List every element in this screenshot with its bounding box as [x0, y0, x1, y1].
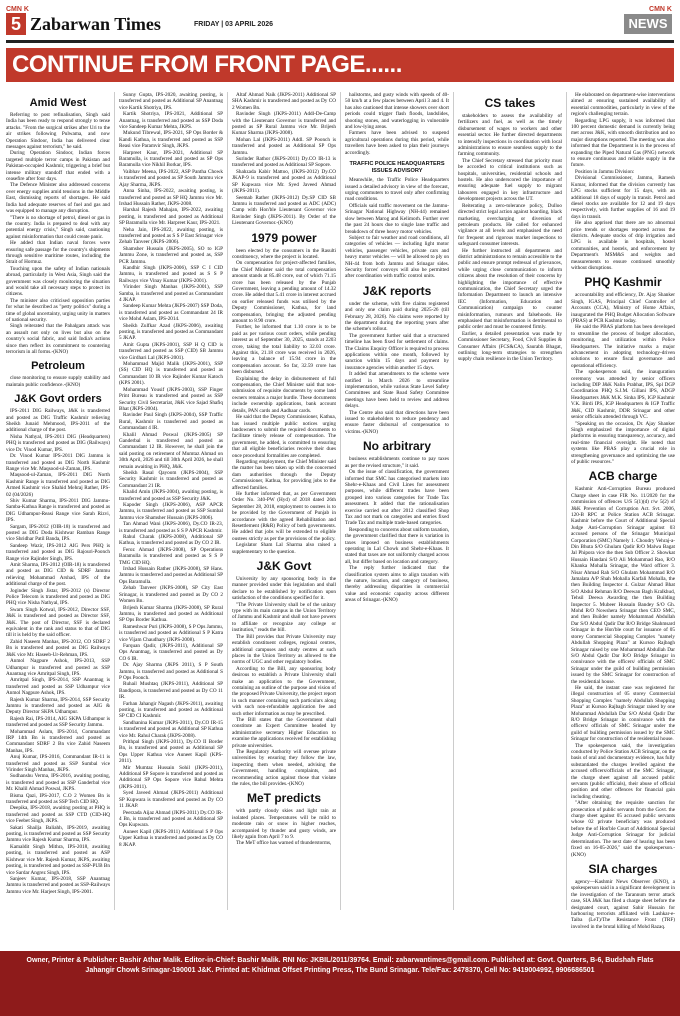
paragraph: "The Private University shall be of the unitary type with its main campus in the Union Territory of Jammu and Kashmir and shall not have powers to affiliate or recognize any college or institution," reads the bill. [232, 601, 336, 634]
paragraph: Zehab Tanveer (JKPS-2008), SP City East Srinagar, is transferred and posted as Dy CO 2 Women Bn. [119, 585, 223, 605]
paragraph: He further instructed all departments and district administrations to remain accessible to the public and ensure prompt redressal of grievances, while urging close communication to inform citizens about the resolution of their concerns by highlighting the importance of effective communication, the Chief Secretary urged the Information Department to launch an intensive IEC (Information, Education and Communication) campaign to counter misinformation, rumours and falsehoods. He emphasised that misinformation is detrimental to public order and must be countered firmly. [458, 247, 563, 331]
paragraph: Tan Ahmad Wani (JKPS-2006), Dy.CO IR-23, is transferred and posted as S S P APCR Kashmir. [119, 521, 223, 534]
paragraph: Legislator Sham Lal Sharma also raised a supplementary to the question. [232, 542, 336, 555]
paragraph: Khalid Amin (JKPS-2004), awaiting posting, is transferred and posted as SSP Security J&K. [119, 489, 223, 502]
column-divider [566, 92, 567, 910]
paragraph: Sheikh Rasal Qayoom (JKPS-2004), SSP Security Kashmir is transferred and posted as Commandant 21 IR. [119, 469, 223, 489]
paragraph: "There is no shortage of petrol, diesel or gas in the country. India is prepared to deal with any potential energy crisis," Singh said, cautioning against misinformation that could create panic. [6, 214, 110, 240]
paragraph: He further informed that, as per Government Order No. 340-PW (Hyd) of 2018 dated 26th September 28, 2018, employment to oustees is to be provided by the Government of Punjab in accordance with the agreed Rehabilitation and Resettlement (R&R) Policy of both governments. He added that jobs will be extended to eligible oustees strictly as per the provisions of the policy. [232, 490, 336, 542]
column-divider [453, 92, 454, 910]
paragraph: Mohammad Aslam, IPS-2014, Commandant IRP 14th Bn is transferred and posted as Commandant SDRF 2 Bn vice Zahid Naseem Manhas, IPS. [6, 728, 110, 754]
paragraph: Farhan Jahangir Nagash (JKPS-2011), awaiting posting, is transferred and posted as Additional SP CID CI Kashmir. [119, 700, 223, 720]
paragraph: Sandhanina Kumar (JKPS-2011), Dy.CO IR-15 is transferred and posted as Additional SP Kathua vice Mr. Rahul Charak (JKPS-2008). [119, 719, 223, 739]
paragraph: Irshad Hussain Rather (JKPS-2008), SP Hans. Jammu is transferred and posted as Additional SP Ops Baramulla. [119, 566, 223, 585]
paragraph: Amit Sharma, IPS-2012 (OIR-18) is transferred and posted as DIG CID & SDRF Jammu relieving Mohammad Arshad, IPS of the additional charge of the post. [6, 562, 110, 588]
paragraph: Auneet Kapil (JKPS-2011) Additional S P Ops Upper Kathua is transferred and posted as Dy CO 8 JKAP. [119, 828, 223, 848]
headline-jk-govt: J&K Govt [256, 559, 312, 574]
paragraph: Rajesh Rai, IPS-2014, AIG SKPA Udhampur is transferred and posted as SSP Security Jammu. [6, 715, 110, 729]
paragraph: The Centre also said that directions have been issued to stakeholders to reduce pendency and ensure faster disbursal of compensation to victims.-(KNO) [345, 409, 449, 435]
paragraph: Virinder Singh Manhas (JKPS-2001), SSP Samba, is transferred and posted as Commandant 4 JKAP. [119, 284, 223, 303]
column-divider [340, 92, 341, 910]
article-columns [6, 92, 675, 930]
masthead [0, 0, 680, 46]
paragraph: On compensation for project-affected families, the Chief Minister said the total compensation amount stands at 85.48 crore, out of which 71.15 crore has been released by the Punjab Government, leaving a pending amount of 14.32 crore. He added that 5.41 crore in interest accrued on earlier released funds was utilised by the Deputy Commissioner, Kathua, for land compensation, bringing the adjusted pending amount to 8.90 crore. [232, 260, 336, 324]
imprint-line-2: Jahangir Chowk Srinagar-190001 J&K. Printed at: Khidmat Offset Printing Press, The Bund Srinagar. Tele/Fax: 2478370, Cell No: 9419004992, 9906686501 [85, 967, 595, 974]
paragraph: Joginder Singh Jistar, IPS-2012 (s) Director Police Telecom is transferred and posted as DIG PHQ vice Nisha Nathyal, IPS. [6, 587, 110, 607]
paragraph: University by any sponsoring body in the manner provided under this legislation and shall declare to be established by notification upon satisfaction of the conditions specified for it. [232, 576, 336, 602]
paragraph: Kapoder Singh (JKPS-2006), ASP APCR Jammu, is transferred and posted as SSP Sumbal Jammu vice Shamsher Hussain (JKPS-2006). [119, 502, 223, 521]
column-2 [119, 92, 223, 910]
section-label: NEWS [624, 14, 672, 34]
page-number: 5 [6, 13, 26, 35]
column-3 [232, 92, 336, 910]
article-1979-power [232, 248, 336, 556]
paragraph: Ruhail Mushtaq (JKPS-2011), Additional SP Bandipora, is transferred and posted as Dy CO 11 IR. [119, 681, 223, 701]
headline-sia-charges: SIA charges [588, 861, 658, 876]
paragraph: Reiterating a zero-tolerance policy, Dulloo directed strict legal action against hoarding, black marketing, overcharging or diversion of petroleum products. He called for enhanced vigilance at all levels and emphasised the need for frequent and rigorous market inspections to safeguard consumer interests. [458, 202, 562, 248]
headline-jk-reports: J&K reports [362, 283, 432, 298]
paragraph: Sakati Shailja Baliahh, IPS-2019, awaiting posting, is transferred and posted as SSP Security Jammu vice Rajesh Kumar Sharma, IPS. [6, 824, 110, 844]
paragraph: Sargam, IPS-2012 (OIR-18) is transferred and posted as DIG Doda Kishtwar Ramban Range vice Shridhar Patil Banda, IPS. [6, 523, 110, 543]
paragraph: He said that the Deputy Commissioner, Kathua, has issued multiple public notices urging landowners to submit the required documents to facilitate timely release of compensation. The government, he added, is committed to ensuring that all eligible beneficiaries receive their dues once procedural formalities are completed. [232, 414, 336, 459]
paragraph: under the scheme, with five claims registered and only one claim paid during 2025-26 (till February 28, 2026). No claims were reported by the department during the reporting years after the scheme's rollout. [345, 300, 449, 333]
paragraph: Mohan Lal (JKPS-2011) Addl. SP Poonch is transferred and posted as Additional SP Ops Jammu. [232, 136, 336, 156]
paragraph: According to the Bill, any sponsoring body desirous to establish a Private University shall make an application to the Government, containing an outline of the purpose and vision of the proposed Private University, the project report in such manner containing such particulars along with such non-refundable application fee and such other information as may be prescribed. [232, 665, 336, 717]
article-jk-govt [232, 576, 336, 787]
paragraph: Vaibhav Meena, IPS-2022, ASP Pantha Chowk is transferred and posted as SP South Jammu vice Ajay Sharma, JKPS. [119, 168, 223, 188]
paragraph: Anna Sinha, IPS-2022, awaiting posting, is transferred and posted as SP HQ Jammu vice Mr. Irshad Hussain Rather, JKPS-2008. [119, 188, 223, 207]
paragraph: He said the PBAS platform has been developed to streamline the process of budget allocation, monitoring, and utilization within Police Headquarters. The initiative marks a major advancement in adopting technology-driven solutions to ensure fiscal governance and operational efficiency. [571, 324, 675, 369]
article-met-predicts [232, 808, 336, 846]
paper-name: Zabarwan Times [30, 14, 161, 34]
paragraph: The Chief Secretary stressed that priority must be accorded to critical institutions such as hospitals, universities, residential schools and hostels. He also underscored the importance of ensuring adequate fuel supply to migrant labourers engaged in key infrastructure and development projects across the UT. [458, 157, 562, 203]
date-line: FRIDAY | 03 APRIL 2026 [194, 21, 273, 28]
column-6 [571, 92, 675, 930]
paragraph: Nisha Nathyal, IPS-2011 DIG (Headquarters) PHQ is transferred and posted as DIG (Railways) vice Dr. Vinod Kumar, IPS. [6, 433, 110, 453]
paragraph: with partly cloudy skies and light rain at isolated places. Temperatures will be mild to moderate rain or snow in higher reaches, accompanied by thunder and gusty winds, are likely again from April 7 to 9. [232, 808, 336, 841]
paragraph: He said, the instant case was registered for illegal construction of 05 storey Commercial Shopping Complex "namely Abdullah Shopping Plaza" at Kursoo Rajbagh Srinagar raised by one Mohammad Abdullah Dar S/O Abdul Qadir Dar R/O Bridge Srinagar in connivance with the officers/ officials of SMC Srinagar under the guild of building permission issued by the SMC Srinagar for construction of the residential house. [571, 684, 675, 743]
paragraph: business establishments continue to pay taxes as per the revised structure," it said. [345, 456, 449, 469]
paragraph: He added that Indian naval forces were ensuring safe passage for the country's shipments through sensitive maritime routes, including the Strait of Hormuz. [6, 240, 110, 266]
paragraph: Deepika, IPS-2018, awaiting posting at PHQ is transferred and posted as SSP CTD (CID-HQ vice Feebet Singh, JKPS. [6, 805, 110, 825]
paragraph: Sandeep Kumar Mehta (JKPS-2007) SSP Doda, is transferred and posted as Commandant 24 IR vice Mohd Aslam, IPS-2014. [119, 303, 223, 323]
paragraph: Farmers have been advised to suspend agricultural operations during this period, while travellers have been asked to plan their journeys accordingly. [345, 130, 449, 156]
paragraph: Regarding LPG supply, it was informed that 100 percent domestic demand is currently being met across J&K, with smooth distribution and no major disruptions reported. The meeting was also informed that the Department is in the process of expanding the Piped Natural Gas (PNG) network to ensure continuous and reliable supply in the future. [571, 117, 675, 169]
headline-petroleum: Petroleum [31, 360, 85, 373]
paragraph: Further, he informed that 1.10 crore is to be paid as per various court orders, while pending interest as of September 30, 2025, stands at 2203 crore, taking the total liability to 32.03 crore. Against this, 21.18 crore was received in 2026, leaving a balance of 15.94 crore in the compensation account. So far, 32.59 crore has been disbursed. [232, 324, 336, 376]
paragraph: The Bill provides that Private University may establish constituent colleges, regional centres, additional campuses and study centres at such places in the Union Territory as allowed to the norms of UGC and other regulatory bodies. [232, 633, 336, 666]
article-sia-charges [571, 879, 675, 930]
paragraph: The Bill states that the Government shall constitute an Expert Committee headed by administrative secretary Higher Education to examine the applications received for establishing private universities. [232, 716, 336, 749]
paragraph: agency—Kashmir News Observer (KNO), a spokesperson said in a significant development in the investigation of the Tarannum terror attack case, SIA J&K has filed a charge sheet before the designated court, against Sahir Hussain for harbouring terrorists affiliated with Lashkar-e-Taiba (LeT)/The Resistance Front (TRF) involved in the brutal killing of Mohd Razaq. [571, 878, 675, 930]
column-4 [345, 92, 449, 910]
paragraph: The MeT office has warned of thunderstorms, [236, 840, 332, 847]
paragraph: Bisma Qazi, IPS-2017, C.O 2 Women Bn is transferred and posted as SSP Tech CID HQ. [6, 792, 110, 806]
paragraph: The Regulatory Authority will oversee private universities by ensuring they follow the law, inspecting them when needed, advising the Government, handling complaints, and recommending action against those that violate the rules, the bill provides.-(KNO) [232, 749, 336, 788]
headline-cs-takes: CS takes [484, 96, 536, 110]
paragraph: hailstorms, and gusty winds with speeds of 40-50 km/h at a few places between April 3 and 4. It has also cautioned that intense showers over short periods could trigger flash floods, landslides, shooting stones, and waterlogging in vulnerable and low-lying areas. [345, 92, 449, 131]
paragraph: Shahzada Kabir Mattoo, (JKPS-2012) Dy.CO JKAP-9 is transferred and posted as Additional SP Kupwara vice Mr. Syed Javeed Ahmad (JKPS-2011). [232, 168, 336, 195]
paragraph: Divisional Commissioner, Jammu, Ramesh Kumar, informed that the division currently has LPG stocks sufficient for 15 days, with an additional 18 days of supply in transit. Petrol and diesel stocks are available for 12 and 19 days respectively, with further supplies of 16 and 19 days in transit. [571, 175, 675, 220]
paragraph: Sheikh Zulfkar Azad (JKPS-2006), awaiting posting, is transferred and posted as Commandant 5 JKAP. [119, 322, 223, 342]
paragraph: "After obtaining the requisite sanction for prosecution of public servants from the Govt. the charge sheet against 05 accused public servants whose 02 private beneficiary was produced before the of Hon'ble Court of Additional Special Judge Anti-Corruption Srinagar for judicial determination. The next date of hearing has been fixed on 16-05-2026," said the spokesperson.-(KNO) [571, 800, 675, 858]
paragraph: Anmol Nagpure Ashok, IPS-2013, SSP Udhampur is transferred and posted as SSP Anantnag vice Amritpal Singh, IPS. [6, 658, 110, 677]
article-phq-kashmir [571, 292, 675, 465]
paragraph: The minister also criticised opposition parties for what he described as "petty politics" during a time of global uncertainty, urging unity in matters of national security. [6, 297, 110, 323]
paragraph: close monitoring to ensure supply stability and maintain public confidence.-(KNO) [6, 375, 110, 388]
headline-amid-west: Amid West [29, 97, 87, 109]
paragraph: Ravinder Paul Singh (JKPS-2004), SSP Traffic Rural, Kashmir is transferred and posted as Commandant 4 IR. [119, 412, 223, 432]
imprint-line-1: Owner, Printer & Publisher: Bashir Athar Malik. Editor-in-Chief: Bashir Malik. RNI No: JKBIL/2011/39764. Email: zabarwantimes@gmail.com. Published at: Govt. Quarters, B-6, Budshah Flats [26, 957, 654, 964]
article-met-continued [345, 92, 449, 156]
paragraph: Officials said traffic movement on the Jammu-Srinagar National Highway (NH-44) remained slow between Marog and Kelimorh. Further over the past 24 hours due to single lane traffic and breakdown of three heavy motor vehicles. [345, 202, 449, 235]
paragraph: Neha Jain, IPS-2022, awaiting posting, is transferred and posted as S S P East Srinagar vice Zehab Tanveer (JKPS-2006). [119, 226, 223, 246]
paragraph: Zahid Naseem Manhas, IPS-2012, CO SDRF 2 Bn is transferred and posted as DIG Railways J&K vice Mr. Haseeb-Ur-Rehman, IPS. [6, 638, 110, 658]
paragraph: Dr. Vinod Kumar IPS-2011 DIG Jammu is transferred and posted as DIG North Kashmir Range vice Mr. Maqsood-ul-Zaman, IPS. [6, 453, 110, 472]
imprint-footer [0, 951, 680, 1016]
paragraph: The reply further indicated that the classification system aims to align taxation with the nature, location, and category of business, thereby addressing disparities in commercial value and economic capacity across different areas of Srinagar.-(KNO) [345, 565, 449, 604]
paragraph: Sudhanshu Verma, IPS-2016, awaiting posting, is transferred and posted as SSP Ganderbal vice Mr. Khalil Ahmad Poswal, JKPS. [6, 773, 110, 793]
paragraph: Referring to post refinalisation, Singh said India has been ready to respond strongly to tense attacks. "From the surgical strikes after Uri to the air strikes following Pulwama, and now Operation Sindoor, India has delivered clear messages against terrorism," he said. [6, 112, 110, 151]
headline-no-arbitrary: No arbitrary [362, 439, 432, 454]
paragraph: Explaining the delay in disbursement of full compensation, the Chief Minister said that non-submission of requisite documents by some land owners remains a major hurdle. These documents include ownership applications, bank account details, PAN cards and Aadhaar cards. [232, 375, 336, 414]
column-divider [114, 92, 115, 910]
paragraph: Khalil Ahmad Poswal (JKPS-2005) SP Ganderbal is transferred and posted as Commandant 12 IR. However, he shall join the said posting on retirement of Mumtaz Ahmad on 30th April, 2026 and till 30th April 2026, he shall remain awaiting in PHQ, J&K. [119, 431, 223, 470]
article-transfers-continued [119, 92, 223, 848]
paragraph: Maqsood-ul-Zaman, IPS-2011 DIG North Kashmir Range is transferred and posted as DIG Armed Kashmir vice Shahid Mehraj Rather, IPS-02 (04/2026) [6, 472, 110, 498]
article-jk-reports [345, 301, 449, 436]
paragraph: Subject to fair weather and road conditions, all categories of vehicles — including light motor vehicles, passenger vehicles, private cars and heavy motor vehicles — will be allowed to ply on NH-44 from both Jammu and Srinagar sides. Security forces' convoys will also be permitted after coordination with traffic control units. [345, 234, 449, 280]
paragraph: Earlier, a detailed presentation was made by Commissioner Secretary, Food, Civil Supplies & Consumer Affairs (FCS&CA), Saurabh Bhagat, outlining long-term strategies to strengthen supply chain resilience in the Union Territory. [458, 330, 562, 363]
paragraph: Harpreet Kaur, IPS-2021, Additional SP Baramulla, is transferred and posted as SP Ops Baramulla vice Nikhil Borkar, IPS. [119, 149, 223, 169]
paragraph: The government further said that a structured timeline has been fixed for settlement of claims. The Claims Enquiry Officer is required to process applications within one month, followed by sanction within 15 days and payment by insurance agencies within another 15 days. [345, 332, 449, 371]
article-amid-west [6, 112, 110, 355]
paragraph: Responding to concerns about uniform taxation, the government clarified that there is variation in taxes imposed on business establishments operating in Lal Chowk and Shehr-e-Khaas. It stated that taxes are not uniformly charged across all, but differ based on location and category. [345, 526, 449, 565]
paragraph: Kashmir Anti-Corruption Bureau produced Charge sheet in case FIR No. 11/2020 for the commission of offences U/S 5(1)(d) r/w 5(2) of J&K Prevention of Corruption Act. Svt. 2006, 120-B RPC at Police Station ACB Srinagar. Kashmir before the Court of Additional Special Judge Anti-Corruption Srinagar against 03 accused persons of the Srinagar Municipal Corporation (SMC) Namely 1. Choudry Vehraj-a-Din Bhuta S/O Ghulam Qadir R/O Malwa Bagat Jal Phipora vice the then Sub Officer 2. Showkat Hussain Handani S/O Ali Mohammad Rao, R/O Khanka Mohalla Srinagar, the Ward officer 3. Nisar Ahmad Rah S/O Ghulam Mohammad R/O Jamalata A/P Shah Mohalla Karfali Mohalla, the then Building Inspector 4. Gulzar Ahmad Bhat S/O Abdul Rehman R/O Deewan Bagh Kralkhud, Tehsil Deewa Awarding the then Building Inspector 5. Mubeer Hussain Bandey S/O Gh. Mohd R/O Nowshera Srinagar then CEO SMC, and then Builder namely Mohammad Abdullah Dar S/O Abdul Qadir Dar R/O Bridge Shahmsard Srinagar in the Hon'ble court for issuance of 05 storey Commercial Shopping Complex "namely Abdullah Shopping Plaza" at Kursoo Rajbagh Srinagar raised by one Mohammad Abdullah Dar S/O Abdul Qadir Dar R/O Bridge Srinagar in connivance with the officers/ officials of SMC Srinagar under the guild of building permission issued by the SMC Srinagar for construction of the residential house. [571, 486, 675, 685]
headline-jk-govt-orders: J&K Govt orders [14, 393, 102, 406]
headline-phq-kashmir: PHQ Kashmir [584, 275, 662, 290]
brand-logo-right: CMN K [649, 6, 672, 13]
paragraph: stakeholders to assess the availability of fertilizers and fuel, as well as the timely disbursement of wages to workers and other essential sector. He further directed departments to intensify inspections in coordination with local administrations to ensure seamless supply to the farming community. [458, 113, 562, 158]
paragraph: Position in Jammu Division: [575, 168, 635, 175]
paragraph: Rahul Charak (JKPS-2008), Additional SP Kathua, is transferred and posted as Dy CO 2 IR. [119, 534, 223, 547]
paragraph: Mohammad Majid Malik (JKPS-2001), SSP (SS) CID HQ is transferred and posted as Commandant 10 IR vice Rajinder Kumar Katoch (KPS 2001). [119, 361, 223, 387]
article-traffic-advisory [345, 177, 449, 280]
paragraph: Rameshwar Puri (JKPS-2008), S P Ops Jammu, is transferred and posted as Additional S P Katra vice Vijam Chaudhary (JKPS-2008). [119, 623, 223, 643]
headline-traffic-advisory: TRAFFIC POLICE HEADQUARTERS ISSUES ADVISORY [349, 161, 445, 174]
article-acb-charge [571, 486, 675, 858]
paragraph: The spokesperson said, the investigation conducted by Police Station ACB Srinagar, on the basis of oral and documentary evidence, has fully substantiated the charges levelled against the accused officers/officials of the SMC Srinagar, the charge sheet against all accused public servants (public officials), their abuse of official position and other offences for financial gain including cheating. [571, 742, 675, 800]
article-petroleum [6, 375, 110, 388]
paragraph: Amit Gupta (JKPS-2001), SSP H Q CID is transferred and posted as SSP (CID) SB Jammu vice Girdhari Lal (JKPS-2001). [119, 341, 223, 361]
paragraph: He elaborated on department-wise interventions aimed at ensuring sustained availability of essential commodities, particularly in view of the region's challenging terrain. [571, 92, 675, 118]
paragraph: Farquan Qadir, (JKPS-2011), Additional SP Ops Anantnag, is transferred and posted as Dy CO 6 IR. [119, 642, 223, 662]
article-transfers-continued [232, 92, 336, 227]
paragraph: Peerzada Aijaz Ahmad (JKPS-2011) Dy.CO IR-4 Bn, is transferred and posted as Additional SP Ops Kupwara. [119, 809, 223, 829]
paragraph: Kamaldit Singh Mithra, IPS-2018, awaiting posting, is transferred and posted as ASP Kishtwar vice Mr. Rajesh Kumar, JKPS, awaiting posting, is transferred and posted as SSP-PUB Bn vice Sardar Angrez Singh, IPS. [6, 843, 110, 876]
paragraph: Kandhir Singh (JKPS-2006), SSP C I CID Jammu, is transferred and posted as S S P Railways vice Vinay Kumar (JKPS-2001). [119, 264, 223, 284]
paragraph: Shamsher Hussain (JKPS-2005), SO to IGP Jammu Zone, is transferred and posted as, SSP PCR Jammu. [119, 245, 223, 265]
paragraph: Meanwhile, the Traffic Police Headquarters issued a detailed advisory in view of the forecast, urging commuters to travel only after confirming road conditions. [345, 177, 449, 203]
column-1 [6, 92, 110, 910]
paragraph: Brijesh Kumar Sharma (JKPS-2008), SP Rural Jammu, is transferred and posted as Additional SP Ops Border Kathua. [119, 604, 223, 624]
paragraph: It added that amendments to the scheme were notified in March 2026 to streamline implementation, while various State Level Safety Committees and State Road Safety Committee meetings have been held to review and address delays. [345, 371, 449, 410]
paragraph: During Operation Sindoor, Indian forces targeted multiple terror camps in Pakistan and Pakistan-occupied Kashmir, triggering a brief but intense military standoff that ended with a ceasefire after four days. [6, 150, 110, 183]
headline-met-predicts: MeT predicts [246, 791, 321, 806]
paragraph: Regarding employment, the Chief Minister said the matter has been taken up with the concerned dam authorities through the Deputy Commissioner, Kathua, for providing jobs to the affected families. [232, 458, 336, 491]
paragraph: Dr. Ajay Sharma (JKPS 2011), S P South Jammu, is transferred and posted as Additional S P Ops Poonch. [119, 662, 223, 681]
paragraph: Mir Mumtaz Hussain Sohil (JKPS-2011), Additional SP Sopore is transferred and posted as Additional SP Ops Sopore vice Rahul Mehta (JKPS-2011). [119, 764, 223, 790]
paragraph: The Defence Minister also addressed concerns over energy supplies amid tensions in the Middle East, dismissing reports of shortages. He said India had adequate reserves of fuel and gas and was equipped to manage any disruption. [6, 182, 110, 215]
article-cs-takes [458, 113, 562, 363]
headline-acb-charge: ACB charge [588, 469, 658, 484]
paragraph: Singh reiterated that the Pahalgam attack was an assault not only on lives but also on the country's social fabric, and said India's actions since then reflect its commitment to countering terrorism in all forms.-(KNO) [6, 323, 110, 356]
paragraph: Syed Javeed Ahmad (JKPS-2011) Additional SP Kupwara is transferred and posted as Dy CO 11 JKAP. [119, 790, 223, 810]
brand-logo-left: CMN K [6, 6, 29, 13]
paragraph: He also apprised that there are no abnormal price trends or shortages reported across the districts. Adequate stocks of drip irrigation and LPG is available in hospitals, hostel communities, and hostels, and enforcement by Department's MSM&S and weights and measurements to ensure continued smoothly without disruptions. [571, 220, 675, 271]
paragraph: Sandeep Wazir, IPS-2012 AIG Pers PHQ is transferred and posted as DIG Rajouri-Poonch Range vice Rajinder Singh, IPS. [6, 542, 110, 562]
paragraph: On the issue of classification, the government informed that SMC has categorised markets into Shehr-e-Khaas and Civil Lines for assessment purposes, while different trades have been grouped into various categories for Trade Tax assessment. It added that the rationalisation exercise carried out after 2012 classified Shop Tax and not mark on categories and entries fixed Trade Tax and multiple trade-based categories. [345, 469, 449, 527]
paragraph: Amritpal Singh, IPS-2014, SSP Anantnag is transferred and posted as SSP Udhampur vice Anmol Nagpure Ashok, IPS. [6, 677, 110, 697]
banner-title: CONTINUE FROM FRONT PAGE...... [12, 51, 402, 78]
paragraph: Mohammad Yousif (JKPS-2003), SSP Finger Print Bureau is transferred and posted as SSP Security Civil Secretariat, J&K vice Sajad Shafiq Bhat (JKPS-2004). [119, 386, 223, 412]
paragraph: Shiv Kumar Sharma, IPS-2011 DIG Jammu-Samba-Kathua Range is transferred and posted as DIG Udhampur-Reasi Range vice Sarah Rizvi, IPS. [6, 497, 110, 524]
masthead-rule [6, 40, 674, 43]
paragraph: Anuj Kumar, IPS-2016, Commandant IR-11 is transferred and posted as SSP Sumbal vice Virinder Singh Manhas, JKPS. [6, 754, 110, 773]
article-cs-continued [571, 92, 675, 271]
paragraph: Sanjeev Kumar, IPS-2018, SSP Anantnag Jammu is transferred and posted as SSP-Railways Jammu vice Mr. Harjeet Singh, IPS-2001. [6, 875, 110, 895]
paragraph: The spokesperson said, the inauguration ceremony was attended by senior officers including DIP J&K Nalin Prabhat, IPS, Spl DGP Coordination PHQ S.J.M. Gillani IPS, ADGP Headquarters J&K M.K. Sinha IPS, IGP Kashmir V.K. Birdi IPS, IGP Headquarters & IGP Traffic J&K, CID Kashmir, DDR Srinagar and other senior officials attended through VC. [571, 369, 675, 421]
paragraph: been elected by the consumers in the Rasulti constituency, where the project is located. [232, 247, 336, 260]
paragraph: Ravinder Singh (JKPS-2011) Addl-De-Camp with the Lieutenant Governor is transferred and posted as SP Rural Jammu vice Mr. Brijesh Kumar Sharma (JKPS-2008). [232, 111, 336, 137]
paragraph: Harshal Rajesh Mahajan, IPS-2022, awaiting posting, is transferred and posted as Additional SP Baramulla vice Mr. Harpreet Kaur, IPS-2021. [119, 207, 223, 227]
paragraph: IPS-2011 DIG Railways, J&K is transferred and posted as DIG Traffic Kashmir relieving Sheikh Junaid Mehmood, IPS-2011 of the additional charge of the post. [6, 408, 110, 434]
paragraph: Altaf Ahmad Naik (JKPS-2011) Additional SP SHA Kashmir is transferred and posted as Dy CO 2 Women Bn. [232, 92, 336, 111]
paragraph: Mukund Tibrewal, IPS-2021, SP Ops Border & Kandi Kathua, is transferred and posted as SSP Reasi vice Paramvir Singh, JKPS. [119, 130, 223, 150]
headline-1979-power: 1979 power [251, 230, 317, 245]
paragraph: Sunny Gupta, IPS-2020, awaiting posting, is transferred and posted as Additional SP Anantnag vice Kartik Shotriya, IPS. [119, 92, 223, 111]
column-divider [227, 92, 228, 910]
paragraph: Feroz Ahmad (JKPS-2008), SP Operations Baramulla is transferred and posted as S S P TMG CID HQ. [119, 546, 223, 566]
article-jk-govt-orders [6, 408, 110, 895]
paragraph: Prithpal Singh (JKPS-2011), Dy.CO II Border Bn, is transferred and posted as Additional SP Ops Upper Kathua vice Auneet Kapil (KPS-2011). [119, 739, 223, 765]
paragraph: Surinder Rathor (JKPS-2011) Dy.CO IR-13 is transferred and posted as Additional SP Sopore. [232, 156, 336, 169]
paragraph: Rajesh Kumar Sharma, IPS-2014, SSP Security Jammu is transferred and posted as AIG & Deputy Director SKPA Udhampur. [6, 696, 110, 716]
column-5 [458, 92, 562, 910]
paragraph: Kartik Shotriya, IPS-2021, Additional SP Anantnag, is transferred and posted as SSP Doda vice Sandeep Kumar Mehta, JKPS. [119, 111, 223, 131]
paragraph: Swarn Singh Kotwal, IPS-2012, Director SSF, J&K is transferred and posted as Director SSF, J&K. The post of Director, SSF is declared equivalent in the rank and status to that of DIG till it is held by the said officer. [6, 606, 110, 639]
article-no-arbitrary [345, 456, 449, 603]
paragraph: Seemab Rather (JKPS-2012) Dy.SP CID SB Jammu is transferred and posted as ADC (ADC) Camp with Hon'ble Lieutenant Governor vice Ravinder Singh (JKPS-2011). By Order of the Lieutenant Governor.-(KNO) [232, 194, 336, 227]
paragraph: accountability and efficiency, Dr. Ajay Shanker Singh, IGAS, Principal Chief Controller of Accounts (CCA), Ministry of Home Affairs, inaugurated the PHQ Budget Allocation Software (PBAS) at PCR Kashmir today. [571, 292, 675, 324]
page-banner [6, 48, 674, 82]
paragraph: Touching upon the safety of Indian nationals abroad, particularly in West Asia, Singh said the government was closely monitoring the situation and would take all necessary steps to protect its citizens. [6, 265, 110, 298]
paragraph: "Speaking on the occasion, Dr. Ajay Shanker Singh emphasized the importance of digital platforms in ensuring transparency, accuracy, and real-time financial oversight. He noted that systems like PBAS play a crucial role in strengthening governance and optimizing the use of public resources." [571, 420, 675, 465]
